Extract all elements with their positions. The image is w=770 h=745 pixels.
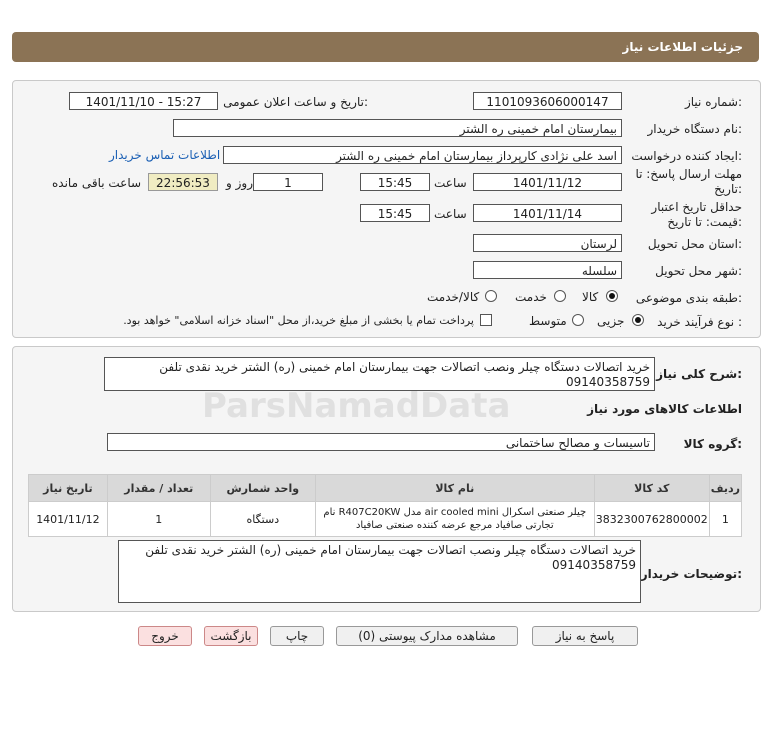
deadline-label-line1: مهلت ارسال پاسخ: تا — [635, 167, 742, 181]
goods-name: چیلر صنعتی اسکرال air cooled mini مدل R407C20KW نام تجارتی صافیاد مرجع عرضه کننده صنعتی صافیاد — [315, 502, 594, 537]
col-code: کد کالا — [594, 475, 709, 502]
category-service-radio[interactable] — [554, 290, 566, 302]
reply-button[interactable]: پاسخ به نیاز — [532, 626, 638, 646]
province-label: استان محل تحویل: — [647, 237, 742, 251]
deadline-label-line2: تاریخ: — [714, 182, 742, 196]
attachments-button[interactable]: مشاهده مدارک پیوستی (0) — [336, 626, 518, 646]
category-goods-service-label: کالا/خدمت — [427, 290, 480, 304]
goods-code: 3832300762800002 — [594, 502, 709, 537]
validity-time-label: ساعت — [434, 207, 467, 221]
remaining-label: ساعت باقی مانده — [52, 176, 142, 190]
validity-label-line1: حداقل تاریخ اعتبار — [651, 200, 742, 214]
days-label: روز و — [226, 176, 253, 190]
watermark-logo: ParsNamadData — [202, 386, 511, 426]
city-field[interactable]: سلسله — [473, 261, 622, 279]
category-goods-service-radio[interactable] — [485, 290, 497, 302]
announce-label: تاریخ و ساعت اعلان عمومی: — [223, 95, 368, 109]
announce-field[interactable]: 1401/11/10 - 15:27 — [69, 92, 218, 110]
goods-info-title: اطلاعات کالاهای مورد نیاز — [587, 402, 742, 416]
buyer-notes-label: توضیحات خریدار: — [640, 567, 742, 581]
buyer-notes-field[interactable]: خرید اتصالات دستگاه چیلر ونصب اتصالات جهت بیمارستان امام خمینی (ره) الشتر خرید نقدی تلفن 09140358759 — [118, 540, 641, 603]
days-field[interactable]: 1 — [253, 173, 323, 191]
process-medium-label: متوسط — [529, 314, 567, 328]
goods-qty: 1 — [107, 502, 210, 537]
col-name: نام کالا — [315, 475, 594, 502]
process-medium-radio[interactable] — [572, 314, 584, 326]
deadline-date-field[interactable]: 1401/11/12 — [473, 173, 622, 191]
buyer-org-field[interactable]: بیمارستان امام خمینی ره الشتر — [173, 119, 622, 137]
page-header — [12, 32, 759, 62]
back-button[interactable]: بازگشت — [204, 626, 258, 646]
goods-table — [28, 474, 742, 537]
summary-label: شرح کلی نیاز: — [656, 367, 742, 381]
goods-group-field[interactable]: تاسیسات و مصالح ساختمانی — [107, 433, 655, 451]
row-number: 1 — [709, 502, 741, 537]
remaining-time-field: 22:56:53 — [148, 173, 218, 191]
col-qty: تعداد / مقدار — [107, 475, 210, 502]
table-row — [29, 502, 742, 537]
validity-time-field[interactable]: 15:45 — [360, 204, 430, 222]
creator-label: ایجاد کننده درخواست: — [631, 149, 742, 163]
col-unit: واحد شمارش — [210, 475, 315, 502]
process-label: نوع فرآیند خرید : — [657, 315, 742, 329]
category-label: طبقه بندی موضوعی: — [635, 291, 742, 305]
buyer-contact-link[interactable]: اطلاعات تماس خریدار — [109, 148, 221, 162]
category-goods-label: کالا — [582, 290, 599, 304]
city-label: شهر محل تحویل: — [655, 264, 742, 278]
process-minor-label: جزیی — [597, 314, 625, 328]
validity-label-line2: قیمت: تا تاریخ: — [667, 215, 742, 229]
exit-button[interactable]: خروج — [138, 626, 192, 646]
summary-field[interactable]: خرید اتصالات دستگاه چیلر ونصب اتصالات جهت بیمارستان امام خمینی (ره) الشتر خرید نقدی تلفن 09140358759 — [104, 357, 655, 391]
treasury-payment-note: پرداخت تمام یا بخشی از مبلغ خرید،از محل "اسناد خزانه اسلامی" خواهد بود. — [123, 314, 474, 327]
page-title: جزئیات اطلاعات نیاز — [622, 40, 743, 54]
deadline-label — [635, 167, 742, 197]
print-button[interactable]: چاپ — [270, 626, 324, 646]
goods-date: 1401/11/12 — [29, 502, 108, 537]
buyer-org-label: نام دستگاه خریدار: — [647, 122, 742, 136]
deadline-time-field[interactable]: 15:45 — [360, 173, 430, 191]
province-field[interactable]: لرستان — [473, 234, 622, 252]
process-minor-radio[interactable] — [632, 314, 644, 326]
category-goods-radio[interactable] — [606, 290, 618, 302]
goods-group-label: گروه کالا: — [683, 437, 742, 451]
validity-label — [651, 200, 742, 230]
creator-field[interactable]: اسد علی نژادی کارپرداز بیمارستان امام خمینی ره الشتر — [223, 146, 622, 164]
col-date: تاریخ نیاز — [29, 475, 108, 502]
deadline-time-label: ساعت — [434, 176, 467, 190]
validity-date-field[interactable]: 1401/11/14 — [473, 204, 622, 222]
treasury-payment-checkbox[interactable] — [480, 314, 492, 326]
need-number-field[interactable]: 1101093606000147 — [473, 92, 622, 110]
category-service-label: خدمت — [515, 290, 547, 304]
goods-unit: دستگاه — [210, 502, 315, 537]
col-row: ردیف — [709, 475, 741, 502]
need-number-label: شماره نیاز: — [684, 95, 742, 109]
goods-table-header — [29, 475, 742, 502]
